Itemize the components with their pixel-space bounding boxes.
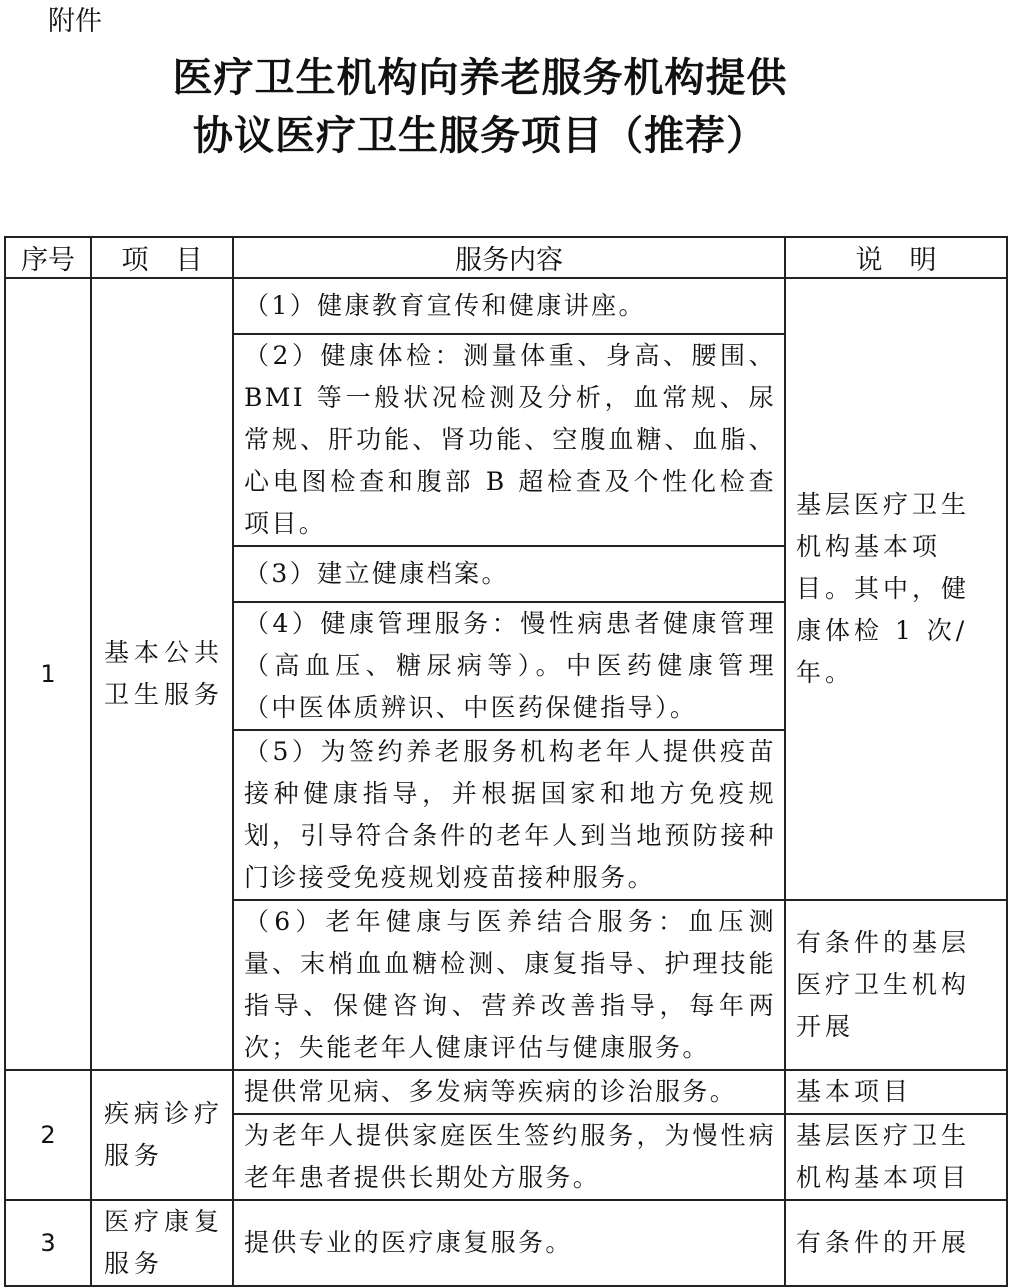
document-title-line-2: 协议医疗卫生服务项目（推荐）	[193, 113, 767, 159]
service-content: （3）建立健康档案。	[233, 546, 785, 602]
row-note: 有条件的基层医疗卫生机构开展	[785, 900, 1007, 1070]
row-number: 1	[5, 278, 91, 1070]
row-number: 3	[5, 1200, 91, 1286]
table-row	[5, 1070, 1007, 1114]
attachment-label: 附件	[48, 6, 102, 37]
service-content: （1）健康教育宣传和健康讲座。	[233, 278, 785, 334]
service-content: （4）健康管理服务：慢性病患者健康管理（高血压、糖尿病等）。中医药健康管理（中医体质辨识、中医药保健指导）。	[233, 602, 785, 730]
service-content: （5）为签约养老服务机构老年人提供疫苗接种健康指导，并根据国家和地方免疫规划，引导符合条件的老年人到当地预防接种门诊接受免疫规划疫苗接种服务。	[233, 730, 785, 900]
service-content: 为老年人提供家庭医生签约服务，为慢性病老年患者提供长期处方服务。	[233, 1114, 785, 1200]
services-table	[4, 236, 1008, 1287]
row-note: 基层医疗卫生机构基本项目。其中，健康体检 1 次/年。	[785, 278, 1007, 900]
header-content: 服务内容	[233, 237, 785, 278]
table-row	[5, 278, 1007, 334]
header-row	[5, 237, 1007, 278]
row-item: 疾病诊疗服务	[91, 1070, 233, 1200]
row-number: 2	[5, 1070, 91, 1200]
table-row	[5, 1200, 1007, 1286]
document-title-line-1: 医疗卫生机构向养老服务机构提供	[172, 55, 788, 101]
row-item: 基本公共卫生服务	[91, 278, 233, 1070]
service-content: （2）健康体检：测量体重、身高、腰围、BMI 等一般状况检测及分析，血常规、尿常规、肝功能、肾功能、空腹血糖、血脂、心电图检查和腹部 B 超检查及个性化检查项目。	[233, 334, 785, 546]
header-note: 说 明	[785, 237, 1007, 278]
row-note: 基本项目	[785, 1070, 1007, 1114]
service-content: 提供常见病、多发病等疾病的诊治服务。	[233, 1070, 785, 1114]
row-note: 有条件的开展	[785, 1200, 1007, 1286]
header-number: 序号	[5, 237, 91, 278]
service-content: （6）老年健康与医养结合服务：血压测量、末梢血血糖检测、康复指导、护理技能指导、保健咨询、营养改善指导，每年两次；失能老年人健康评估与健康服务。	[233, 900, 785, 1070]
service-content: 提供专业的医疗康复服务。	[233, 1200, 785, 1286]
row-item: 医疗康复服务	[91, 1200, 233, 1286]
header-item: 项 目	[91, 237, 233, 278]
row-note: 基层医疗卫生机构基本项目	[785, 1114, 1007, 1200]
